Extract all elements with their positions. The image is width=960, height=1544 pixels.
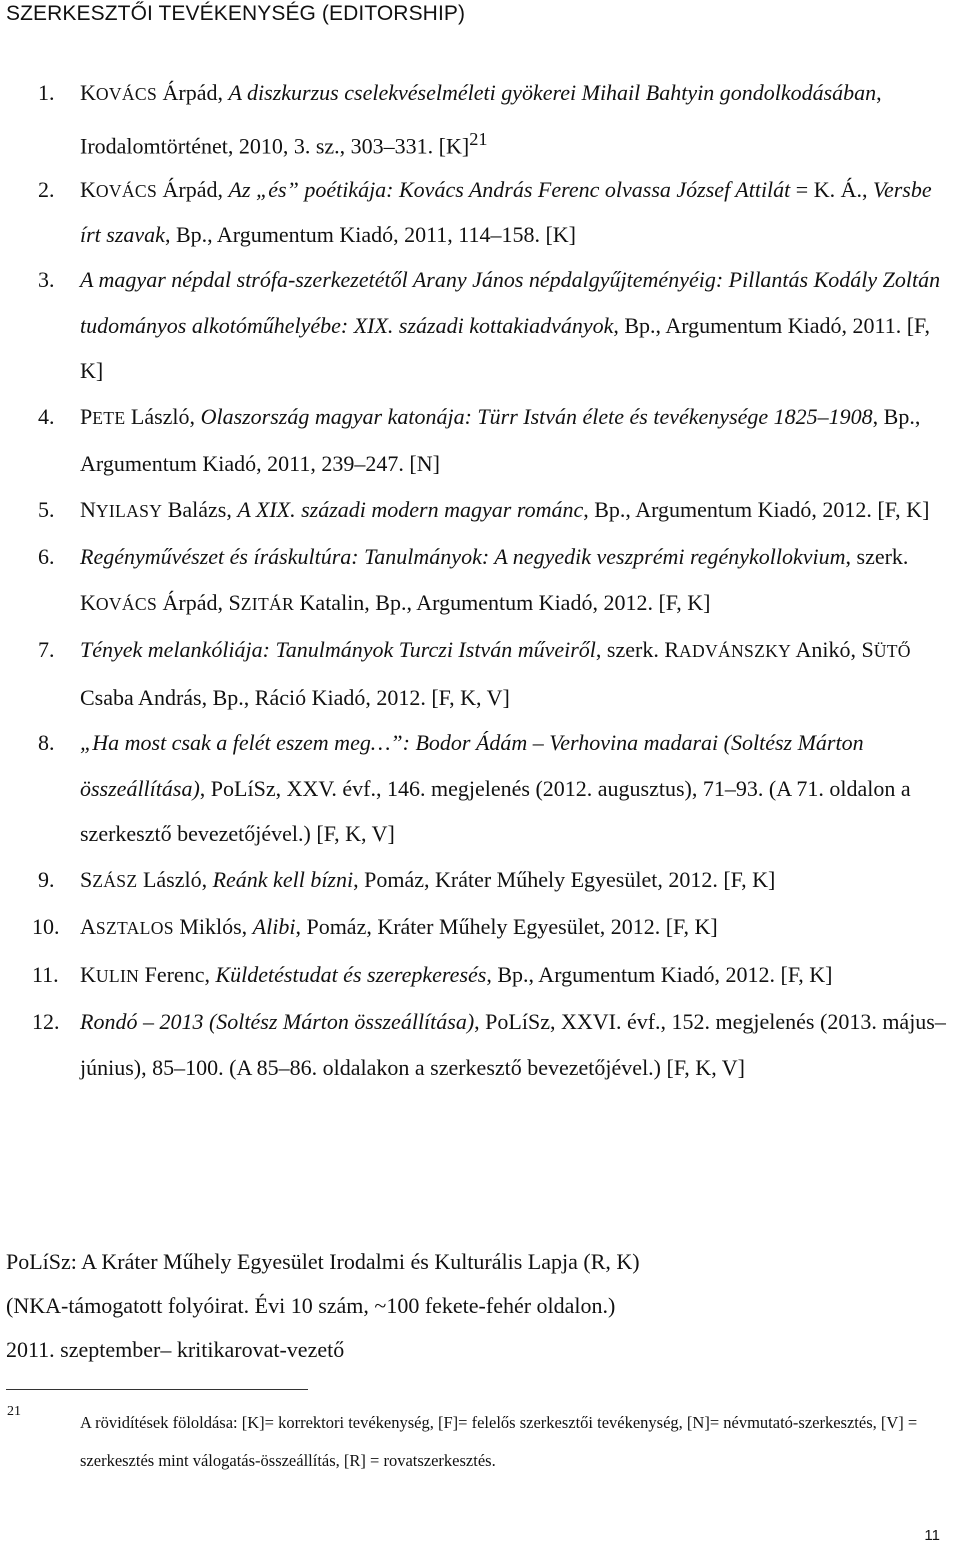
citation-text: , Irodalomtörténet, 2010, 3. sz., 303–331. [K]	[80, 80, 882, 159]
list-item	[0, 257, 960, 394]
citation-text: , szerk. R	[595, 637, 679, 663]
journal-note: PoLíSz: A Kráter Műhely Egyesület Irodalmi és Kulturális Lapja (R, K)	[6, 1249, 640, 1274]
list-item-number: 2.	[38, 177, 55, 203]
work-title: Alibi	[252, 914, 296, 940]
page-title-text: SZERKESZTŐI TEVÉKENYSÉG (EDITORSHIP)	[6, 2, 466, 25]
list-item	[0, 857, 960, 905]
citation-text: K	[80, 177, 96, 203]
citation-text: Árpád, S	[157, 589, 241, 615]
author-name: OVÁCS	[95, 84, 158, 104]
citation-text: , Bp., Argumentum Kiadó, 2012. [F, K]	[486, 961, 833, 987]
list-item-number: 10.	[32, 914, 60, 940]
author-name: OVÁCS	[95, 593, 158, 614]
work-title: A magyar népdal strófa-szerkezetétől Arany János népdalgyűjteményéig: Pillantás Kodály Zoltán tudományos alkotóműhelyébe: XIX. századi kottakiadványok	[80, 267, 941, 338]
footnote-rule	[6, 1389, 308, 1390]
work-title: Regényművészet és íráskultúra: Tanulmányok: A negyedik veszprémi regénykollokvium	[80, 544, 846, 570]
list-item-number: 12.	[32, 1009, 60, 1035]
citation-text: , szerk. K	[80, 544, 909, 615]
list-item	[0, 627, 960, 720]
list-item	[0, 487, 960, 535]
work-title: Rondó – 2013 (Soltész Márton összeállítása)	[80, 1009, 475, 1035]
citation-text: P	[80, 403, 93, 429]
list-item	[0, 904, 960, 952]
list-item-number: 5.	[38, 496, 55, 522]
citation-text: , Pomáz, Kráter Műhely Egyesület, 2012. [F, K]	[295, 914, 718, 940]
citation-text: Árpád,	[157, 80, 229, 105]
author-name: YILASY	[95, 500, 163, 521]
list-item	[0, 999, 960, 1090]
list-item	[0, 70, 960, 168]
role-note: 2011. szeptember– kritikarovat-vezető	[6, 1337, 345, 1362]
footnote-mark: 21	[7, 1404, 21, 1419]
citation-text: , PoLíSz, XXV. évf., 146. megjelenés (2012. augusztus), 71–93. (A 71. oldalon a szerkesztő bevezetőjével.) [F, K, V]	[80, 775, 911, 847]
citation-text: , PoLíSz, XXVI. évf., 152. megjelenés (2013. május–június), 85–100. (A 85–86. oldalakon a szerkesztő bevezetőjével.) [F, K, V]	[80, 1009, 946, 1080]
citation-text: Katalin, Bp., Argumentum Kiadó, 2012. [F, K]	[294, 589, 711, 615]
list-item-number: 11.	[32, 961, 59, 987]
citation-text: N	[80, 496, 96, 522]
list-item-number: 3.	[38, 267, 55, 293]
work-title: Küldetéstudat és szerepkeresés	[215, 961, 487, 987]
citation-text: Csaba András, Bp., Ráció Kiadó, 2012. [F, K, V]	[80, 684, 510, 710]
list-item	[0, 394, 960, 487]
citation-text: Anikó, S	[791, 637, 874, 663]
citation-text: , Bp., Argumentum Kiadó, 2011, 239–247. [N]	[80, 403, 921, 477]
citation-text: K	[80, 961, 96, 987]
list-item-number: 1.	[38, 80, 55, 105]
citation-text: László,	[125, 403, 201, 429]
list-item-number: 7.	[38, 637, 55, 663]
list-item	[0, 720, 960, 857]
citation-text: , Bp., Argumentum Kiadó, 2011. [F, K]	[80, 312, 931, 384]
work-title: Reánk kell bízni	[212, 866, 354, 892]
journal-note-details: (NKA-támogatott folyóirat. Évi 10 szám, ~100 fekete-fehér oldalon.)	[6, 1293, 616, 1318]
editorship-list	[0, 70, 960, 1090]
work-title: „Ha most csak a felét eszem meg…”: Bodor Ádám – Verhovina madarai (Soltész Márton összeállítása)	[80, 730, 864, 801]
citation-text: K	[80, 80, 96, 105]
work-title: Tények melankóliája: Tanulmányok Turczi István műveiről	[80, 637, 596, 663]
work-title: Olaszország magyar katonája: Türr István élete és tevékenysége 1825–1908	[200, 403, 873, 429]
author-name: ETE	[92, 407, 126, 428]
citation-text: Miklós,	[173, 914, 253, 940]
citation-text: = K. Á.,	[790, 177, 873, 203]
work-title: Az „és” poétikája: Kovács András Ferenc olvassa József Attilát	[228, 177, 791, 203]
citation-text: , Pomáz, Kráter Műhely Egyesület, 2012. [F, K]	[353, 866, 776, 892]
citation-text: A	[80, 914, 96, 940]
page-title	[6, 2, 465, 26]
work-title: A diszkurzus cselekvéselméleti gyökerei Mihail Bahtyin gondolkodásában	[228, 80, 877, 105]
list-item	[0, 534, 960, 627]
citation-text: Árpád,	[157, 177, 229, 203]
citation-text: Balázs,	[162, 496, 238, 522]
list-item	[0, 168, 960, 257]
author-name: OVÁCS	[95, 181, 158, 202]
work-title: A XIX. századi modern magyar románc	[237, 496, 584, 522]
citation-text: , Bp., Argumentum Kiadó, 2012. [F, K]	[583, 496, 930, 522]
list-item-number: 9.	[38, 866, 55, 892]
author-name: ZÁSZ	[92, 870, 138, 891]
author-name: SZTALOS	[95, 918, 174, 939]
citation-text: Ferenc,	[139, 961, 216, 987]
page-number: 11	[924, 1527, 940, 1544]
citation-text: László,	[137, 866, 213, 892]
author-name: ZITÁR	[240, 593, 295, 614]
work-title: Versbe írt szavak	[80, 177, 932, 248]
list-item-number: 6.	[38, 544, 55, 570]
footnote-text: A rövidítések föloldása: [K]= korrektori tevékenység, [F]= felelős szerkesztői tevékenység, [N]= névmutató-szerkesztés, [V] = szerkesztés mint válogatás-összeállítás, [R] = rovatszerkesztés.	[80, 1413, 918, 1470]
citation-text: , Bp., Argumentum Kiadó, 2011, 114–158. [K]	[164, 222, 577, 248]
list-item	[0, 952, 960, 1000]
author-name: ADVÁNSZKY	[679, 641, 792, 662]
list-item-number: 8.	[38, 730, 55, 756]
author-name: ÜTŐ	[873, 641, 911, 662]
citation-text: S	[80, 866, 93, 892]
author-name: ULIN	[95, 965, 140, 986]
footnote-ref: 21	[469, 129, 488, 149]
list-item-number: 4.	[38, 403, 55, 429]
